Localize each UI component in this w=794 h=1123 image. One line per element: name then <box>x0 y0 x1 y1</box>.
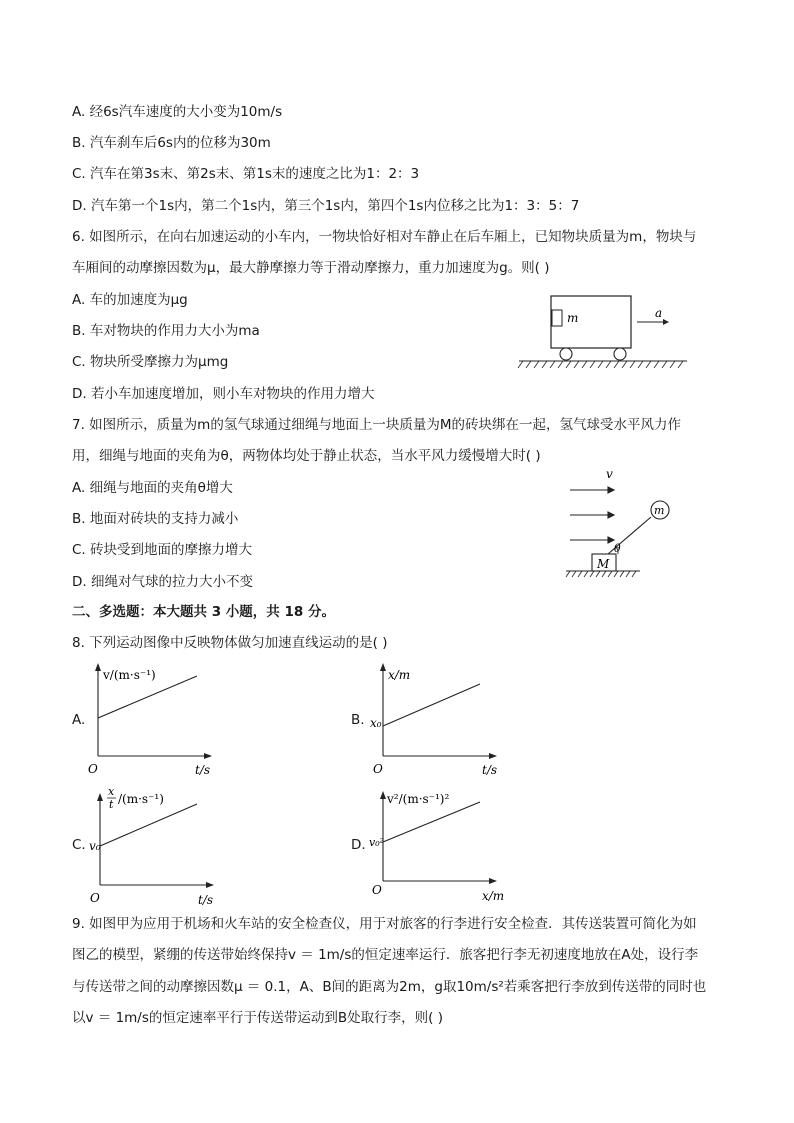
q8-graph-d <box>366 784 511 906</box>
q6-fig-mass-label: m <box>567 311 579 325</box>
q8-graph-c-ylabel-top: x <box>108 785 115 798</box>
q6-option-d: D. 若小车加速度增加，则小车对物块的作用力增大 <box>72 386 375 402</box>
q8-graph-b <box>366 656 506 781</box>
q6-stem-line2: 车厢间的动摩擦因数为μ，最大静摩擦力等于滑动摩擦力，重力加速度为g。则( ) <box>72 260 550 276</box>
q8-graph-b-xlabel: t/s <box>482 763 498 777</box>
q8-graph-c-label: C. <box>72 837 86 853</box>
q9-line4: 以v ＝ 1m/s的恒定速率平行于传送带运动到B处取行李，则( ) <box>72 1010 443 1026</box>
q8-graph-b-label: B. <box>351 712 365 728</box>
q7-fig-wind-label: v <box>606 467 613 481</box>
q6-cart-figure <box>515 290 695 372</box>
q7-fig-brick-label: M <box>597 557 610 571</box>
q8-graph-c-xlabel: t/s <box>198 893 214 906</box>
q6-fig-accel-label: a <box>655 306 663 320</box>
q7-option-d: D. 细绳对气球的拉力大小不变 <box>72 574 253 590</box>
q5-option-b: B. 汽车刹车后6s内的位移为30m <box>72 135 271 151</box>
q7-stem-line1: 7. 如图所示，质量为m的氢气球通过细绳与地面上一块质量为M的砖块绑在一起，氢气球受水平风力作 <box>72 417 681 433</box>
q8-graph-d-origin: O <box>372 883 382 897</box>
q6-option-b: B. 车对物块的作用力大小为ma <box>72 323 260 339</box>
q8-graph-b-ylabel: x/m <box>388 668 411 682</box>
q6-option-a: A. 车的加速度为μg <box>72 292 188 308</box>
q6-option-c: C. 物块所受摩擦力为μmg <box>72 354 229 370</box>
q8-graph-d-ylabel: v²/(m·s⁻¹)² <box>387 792 450 806</box>
q9-line1: 9. 如图甲为应用于机场和火车站的安全检查仪，用于对旅客的行李进行安全检查．其传送装置可简化为如 <box>72 916 697 932</box>
q9-line3: 与传送带之间的动摩擦因数μ ＝ 0.1，A、B间的距离为2m，g取10m/s²若乘客把行李放到传送带的同时也 <box>72 979 707 995</box>
q8-graph-d-label: D. <box>351 837 366 853</box>
q7-option-a: A. 细绳与地面的夹角θ增大 <box>72 480 233 496</box>
q7-option-c: C. 砖块受到地面的摩擦力增大 <box>72 542 253 558</box>
q8-graph-a <box>85 656 225 781</box>
q8-graph-a-ylabel: v/(m·s⁻¹) <box>103 668 156 682</box>
q8-graph-d-xlabel: x/m <box>482 889 505 903</box>
q8-graph-d-intercept: v₀² <box>369 836 385 849</box>
q8-graph-a-origin: O <box>88 762 98 776</box>
q5-option-c: C. 汽车在第3s末、第2s末、第1s末的速度之比为1：2：3 <box>72 166 420 182</box>
q5-option-d: D. 汽车第一个1s内，第二个1s内，第三个1s内，第四个1s内位移之比为1：3：5：7 <box>72 198 580 214</box>
q7-fig-angle-label: θ <box>614 542 621 555</box>
q6-stem-line1: 6. 如图所示，在向右加速运动的小车内，一物块恰好相对车静止在后车厢上，已知物块质量为m，物块与 <box>72 229 697 245</box>
q8-graph-a-xlabel: t/s <box>195 763 211 777</box>
q8-graph-c-ylabel-bottom: t <box>109 798 114 811</box>
q8-graph-c-origin: O <box>90 891 100 905</box>
q7-stem-line2: 用，细绳与地面的夹角为θ，两物体均处于静止状态，当水平风力缓慢增大时( ) <box>72 448 541 464</box>
q8-graph-a-label: A. <box>72 712 86 728</box>
q9-line2: 图乙的模型，紧绷的传送带始终保持v ＝ 1m/s的恒定速率运行．旅客把行李无初速度地放在A处，设行李 <box>72 947 699 963</box>
q8-stem: 8. 下列运动图像中反映物体做匀加速直线运动的是( ) <box>72 635 388 651</box>
q8-graph-c-ylabel: /(m·s⁻¹) <box>118 792 164 806</box>
q7-fig-balloon-label: m <box>654 504 665 517</box>
q7-option-b: B. 地面对砖块的支持力减小 <box>72 511 239 527</box>
q7-balloon-figure <box>560 462 685 584</box>
q8-graph-b-intercept: x₀ <box>370 716 382 730</box>
q5-option-a: A. 经6s汽车速度的大小变为10m/s <box>72 104 283 120</box>
q8-graph-b-origin: O <box>373 762 383 776</box>
q8-graph-c-intercept: v₀ <box>89 839 101 853</box>
q8-graph-c <box>85 784 225 906</box>
section-heading-multiple-choice: 二、多选题：本大题共 3 小题，共 18 分。 <box>72 604 335 620</box>
